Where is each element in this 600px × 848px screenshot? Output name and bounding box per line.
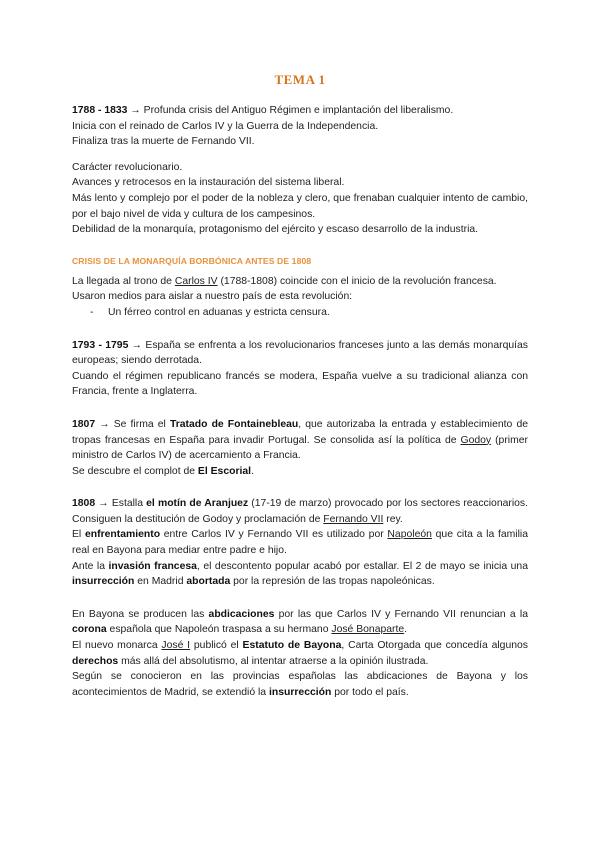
intro-paragraph: 1788 - 1833 → Profunda crisis del Antiguo Régimen e implantación del liberalismo. Inicia con el reinado de Carlos IV y la Guerra de la Independencia. Finaliza tras la muerte de Fernando VII. [72,105,454,148]
document-title: TEMA 1 [274,72,326,87]
paragraph-bayona: En Bayona se producen las abdicaciones por las que Carlos IV y Fernando VII renuncian a la corona española que Napoleón traspasa a su hermano José Bonaparte. El nuevo monarca José I publicó el Estatuto de Bayona, Carta Otorgada que concedía algunos derechos más allá del absolutismo, al intentar atraerse a la opinión ilustrada. Según se conocieron en las provincias españolas las abdicaciones de Bayona y los acontecimientos de Madrid, se extendió la insurrección por todo el país. [72,608,528,698]
paragraph-1793: 1793 - 1795 → España se enfrenta a los revolucionarios franceses junto a las demás monarquías europeas; siendo derrotada. Cuando el régimen republicano francés se modera, España vuelve a su tradicional alianza con Francia, frente a Inglaterra. [72,339,528,398]
link-godoy: Godoy [460,434,492,446]
link-fernando-vii: Fernando VII [323,513,384,525]
document-body [72,103,528,700]
link-jose-bonaparte: José Bonaparte [331,624,405,636]
paragraph-1807: 1807 → Se firma el Tratado de Fontainebleau, que autorizaba la entrada y establecimiento de tropas francesas en España para invadir Portugal. Se consolida así la política de Godoy (primer ministro de Carlos IV) de acercamiento a Francia. Se descubre el complot de El Escorial. [72,418,528,477]
date-range: 1788 - 1833 [72,105,128,116]
list-item: - Un férreo control en aduanas y estricta censura. [90,306,330,318]
section-intro: La llegada al trono de Carlos IV (1788-1808) coincide con el inicio de la revolución francesa. Usaron medios para aislar a nuestro país de esta revolución: [72,275,497,303]
section-heading: CRISIS DE LA MONARQUÍA BORBÓNICA ANTES DE 1808 [72,255,312,266]
link-napoleon: Napoleón [387,529,432,541]
paragraph-1808: 1808 → Estalla el motín de Aranjuez (17-19 de marzo) provocado por los sectores reaccionarios. Consiguen la destitución de Godoy y proclamación de Fernando VII rey. El enfrentamiento entre Carlos IV y Fernando VII es utilizado por Napoleón que cita a la familia real en Bayona para mediar entre padre e hijo. Ante la invasión francesa, el descontento popular acabó por estallar. El 2 de mayo se inicia una insurrección en Madrid abortada por la represión de las tropas napoleónicas. [72,498,529,588]
link-jose-i: José I [161,640,191,652]
traits-paragraph: Carácter revolucionario. Avances y retrocesos en la instauración del sistema liberal. Más lento y complejo por el poder de la nobleza y clero, que frenaban cualquier intento de cambio, por el bajo nivel de vida y cultura de los campesinos. Debilidad de la monarquía, protagonismo del ejército y escaso desarrollo de la industria. [72,161,528,236]
link-carlos-iv: Carlos IV [174,275,218,287]
